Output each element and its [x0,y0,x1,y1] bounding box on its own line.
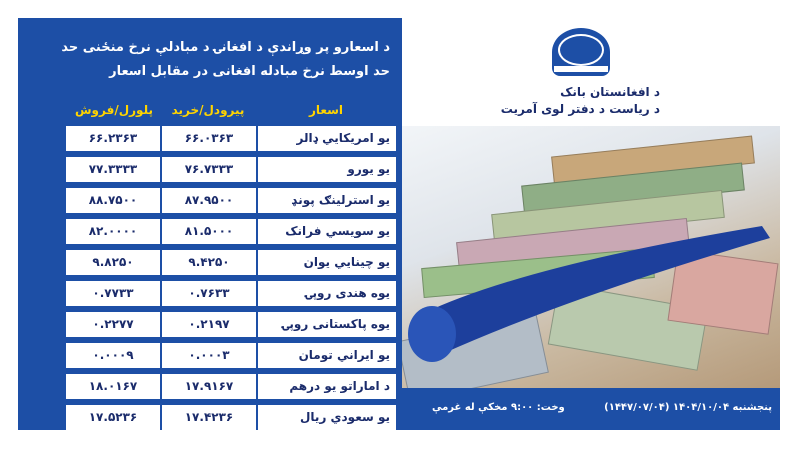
sell-rate: ۰.۲۲۷۷ [66,312,160,337]
buy-rate: ۰.۷۶۳۳ [162,281,256,306]
buy-rate: ۰.۰۰۰۳ [162,343,256,368]
table-row [66,216,396,247]
bank-department: د ریاست د دفتر لوی آمریت [500,102,660,116]
banknotes-image [402,126,780,388]
buy-rate: ۱۷.۴۲۳۶ [162,405,256,430]
table-row [66,402,396,433]
table-row [66,371,396,402]
currency-name: یو امریکایي ډالر [258,126,396,151]
currency-name: د اماراتو یو درهم [258,374,396,399]
rates-table [66,123,396,433]
page-title: د اسعارو پر وړاندې د افغانۍ د مبادلې نرخ منځنی حد [61,40,390,55]
rates-panel [18,18,402,430]
table-row [66,123,396,154]
currency-name: یو ایراني تومان [258,343,396,368]
currency-name: یو یورو [258,157,396,182]
rates-board [18,18,780,430]
column-header-currency: اسعار [308,103,344,117]
currency-name: یو چینایي یوان [258,250,396,275]
sell-rate: ۸۸.۷۵۰۰ [66,188,160,213]
currency-name: یو سعودي ریال [258,405,396,430]
buy-rate: ۹.۴۲۵۰ [162,250,256,275]
footer-bar [402,388,780,430]
sell-rate: ۹.۸۲۵۰ [66,250,160,275]
sell-rate: ۸۲.۰۰۰۰ [66,219,160,244]
table-row [66,340,396,371]
sell-rate: ۱۷.۵۲۳۶ [66,405,160,430]
currency-name: یوه هندی روپۍ [258,281,396,306]
sell-rate: ۶۶.۲۳۶۳ [66,126,160,151]
sell-rate: ۰.۰۰۰۹ [66,343,160,368]
table-row [66,278,396,309]
currency-name: یو سویسي فرانک [258,219,396,244]
currency-name: یوه پاکستانی روپۍ [258,312,396,337]
column-header-sell: پلورل/فروش [75,103,153,117]
blue-flag-icon [402,126,780,388]
sell-rate: ۰.۷۷۳۳ [66,281,160,306]
sell-rate: ۷۷.۳۳۳۳ [66,157,160,182]
table-row [66,185,396,216]
bank-seal-icon [552,28,610,76]
table-row [66,247,396,278]
buy-rate: ۶۶.۰۳۶۳ [162,126,256,151]
date-label: پنجشنبه ۱۴۰۴/۱۰/۰۴ (۱۴۴۷/۰۷/۰۴) [604,402,772,413]
bank-panel [402,18,780,430]
table-row [66,154,396,185]
currency-name: یو استرلینګ پونډ [258,188,396,213]
page-subtitle: حد اوسط نرخ مبادله افغانی در مقابل اسعار [109,64,390,79]
bank-name: د افغانستان بانک [560,85,660,99]
time-label: وخت: ۹:۰۰ مخکې له غرمې [432,402,565,413]
buy-rate: ۰.۲۱۹۷ [162,312,256,337]
table-row [66,309,396,340]
buy-rate: ۸۷.۹۵۰۰ [162,188,256,213]
sell-rate: ۱۸.۰۱۶۷ [66,374,160,399]
buy-rate: ۸۱.۵۰۰۰ [162,219,256,244]
column-header-buy: پیرودل/خرید [171,103,245,117]
buy-rate: ۱۷.۹۱۶۷ [162,374,256,399]
buy-rate: ۷۶.۷۳۳۳ [162,157,256,182]
